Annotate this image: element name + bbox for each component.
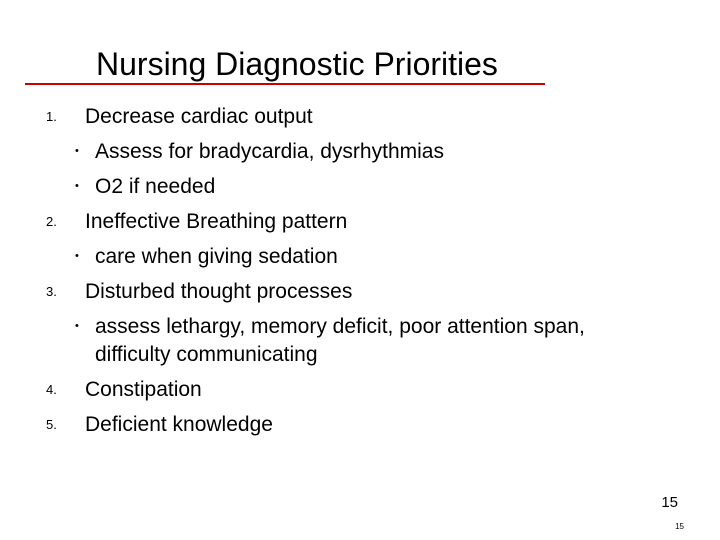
list-item-5 (0, 407, 720, 442)
bullet-icon: • (75, 250, 79, 262)
sub-bullet-text: O2 if needed (95, 175, 216, 198)
footer-slide-number: 15 (675, 522, 684, 531)
list-number: 3. (46, 284, 57, 299)
list-item-text: Deficient knowledge (85, 413, 273, 436)
sub-bullet-text: care when giving sedation (95, 245, 338, 268)
list-item-2 (0, 204, 720, 239)
sub-bullet (0, 239, 720, 274)
page-number: 15 (661, 494, 678, 511)
list-number: 4. (46, 382, 57, 397)
list-item-text: Decrease cardiac output (85, 105, 313, 128)
sub-bullet (0, 169, 720, 204)
title-underline (25, 83, 545, 85)
list-number: 2. (46, 214, 57, 229)
slide-title: Nursing Diagnostic Priorities (96, 46, 498, 82)
list-number: 1. (46, 109, 57, 124)
list-item-text: Ineffective Breathing pattern (85, 210, 348, 233)
priority-list (0, 99, 720, 442)
sub-bullet (0, 134, 720, 169)
sub-bullet (0, 309, 720, 344)
list-item-1 (0, 99, 720, 134)
list-item-4 (0, 372, 720, 407)
sub-bullet-text: assess lethargy, memory deficit, poor attention span, (95, 315, 585, 338)
sub-bullet-continuation (0, 344, 720, 372)
list-item-text: Constipation (85, 378, 202, 401)
list-item-3 (0, 274, 720, 309)
bullet-icon: • (75, 145, 79, 157)
bullet-icon: • (75, 180, 79, 192)
list-number: 5. (46, 417, 57, 432)
bullet-icon: • (75, 320, 79, 332)
sub-bullet-text: Assess for bradycardia, dysrhythmias (95, 140, 444, 163)
sub-bullet-continuation-text: difficulty communicating (95, 343, 318, 366)
list-item-text: Disturbed thought processes (85, 280, 353, 303)
